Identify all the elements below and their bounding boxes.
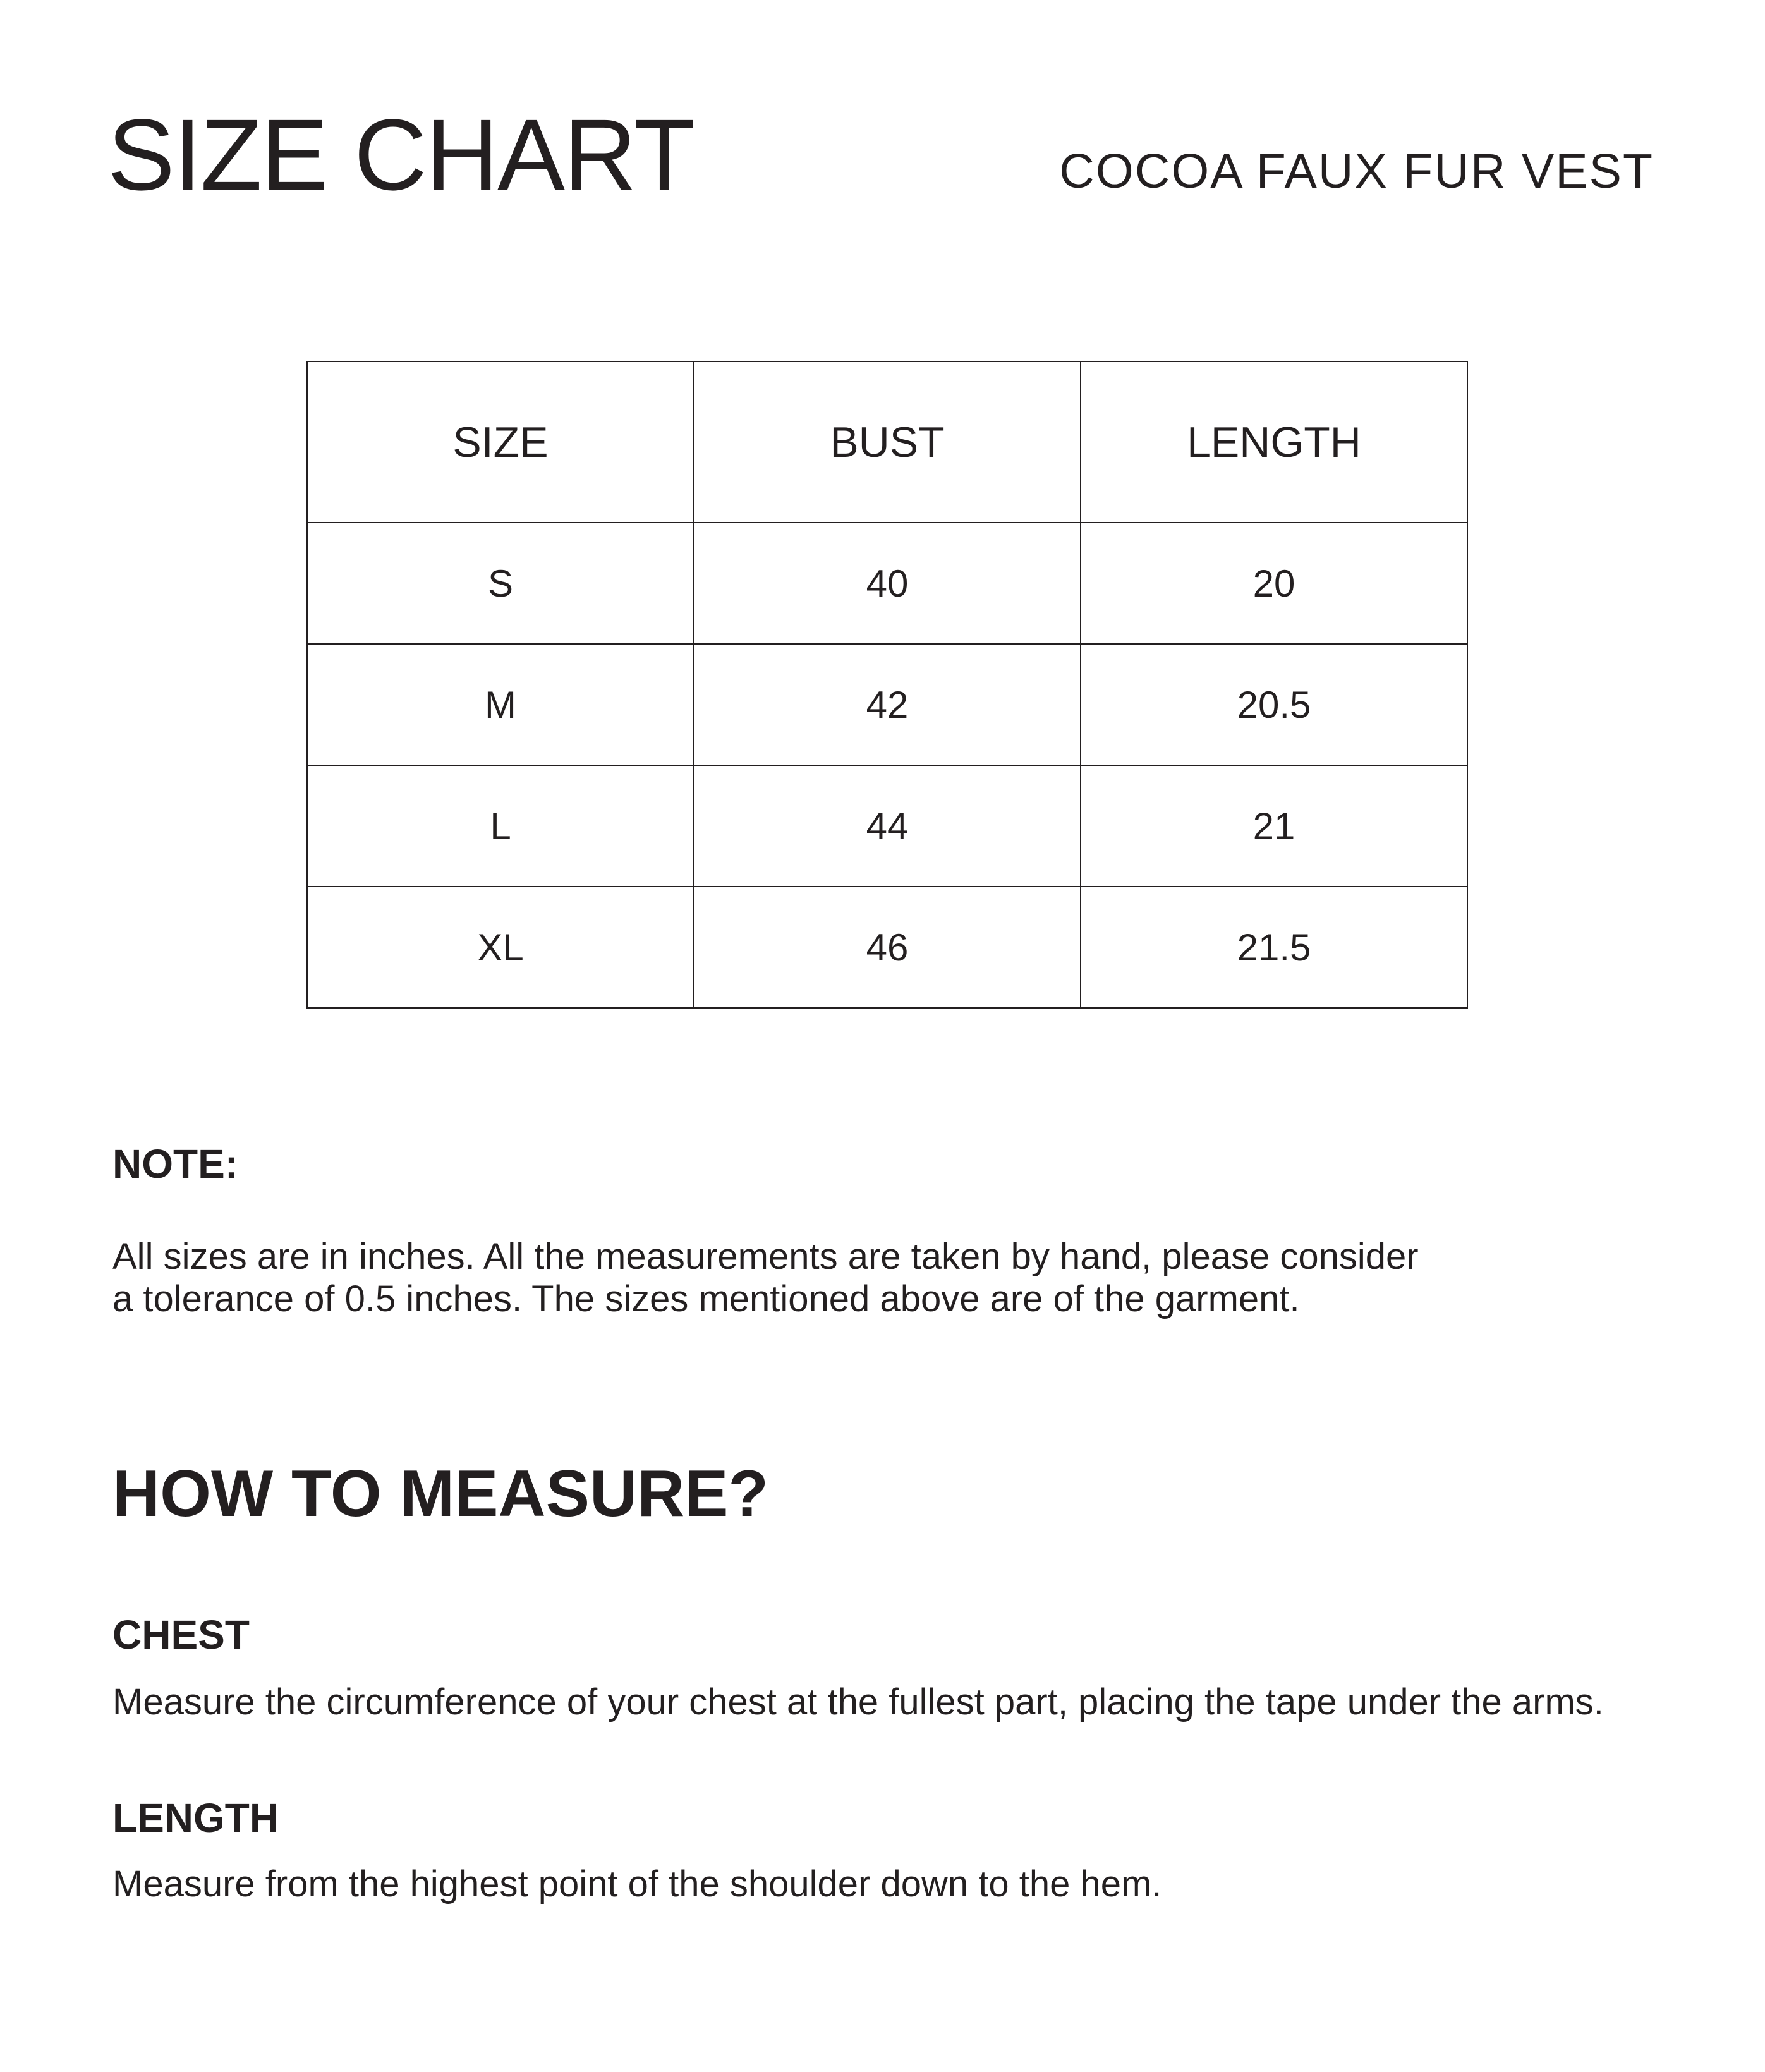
bust-cell: 40 — [694, 523, 1081, 644]
length-cell: 20.5 — [1081, 644, 1467, 765]
length-instructions: Measure from the highest point of the shoulder down to the hem. — [112, 1863, 1162, 1905]
bust-cell: 42 — [694, 644, 1081, 765]
length-cell: 20 — [1081, 523, 1467, 644]
size-cell: L — [307, 765, 694, 887]
length-cell: 21.5 — [1081, 887, 1467, 1008]
table-row — [307, 644, 1467, 765]
size-cell: XL — [307, 887, 694, 1008]
how-to-measure-heading: HOW TO MEASURE? — [112, 1457, 769, 1530]
length-cell: 21 — [1081, 765, 1467, 887]
size-cell: M — [307, 644, 694, 765]
size-cell: S — [307, 523, 694, 644]
page-title: SIZE CHART — [107, 98, 694, 211]
table-row — [307, 887, 1467, 1008]
chest-instructions: Measure the circumference of your chest at the fullest part, placing the tape under the arms. — [112, 1681, 1604, 1723]
note-line: a tolerance of 0.5 inches. The sizes mentioned above are of the garment. — [112, 1278, 1300, 1319]
table-row — [307, 523, 1467, 644]
table-header-row — [307, 361, 1467, 523]
table-row — [307, 765, 1467, 887]
chest-heading: CHEST — [112, 1612, 250, 1657]
product-name: COCOA FAUX FUR VEST — [1059, 144, 1654, 198]
length-heading: LENGTH — [112, 1795, 279, 1841]
note-text — [112, 1235, 1566, 1320]
note-line: All sizes are in inches. All the measurements are taken by hand, please consider — [112, 1236, 1419, 1277]
column-header-bust: BUST — [694, 361, 1081, 523]
bust-cell: 44 — [694, 765, 1081, 887]
column-header-length: LENGTH — [1081, 361, 1467, 523]
size-table — [306, 361, 1468, 1009]
note-label: NOTE: — [112, 1141, 239, 1187]
bust-cell: 46 — [694, 887, 1081, 1008]
column-header-size: SIZE — [307, 361, 694, 523]
